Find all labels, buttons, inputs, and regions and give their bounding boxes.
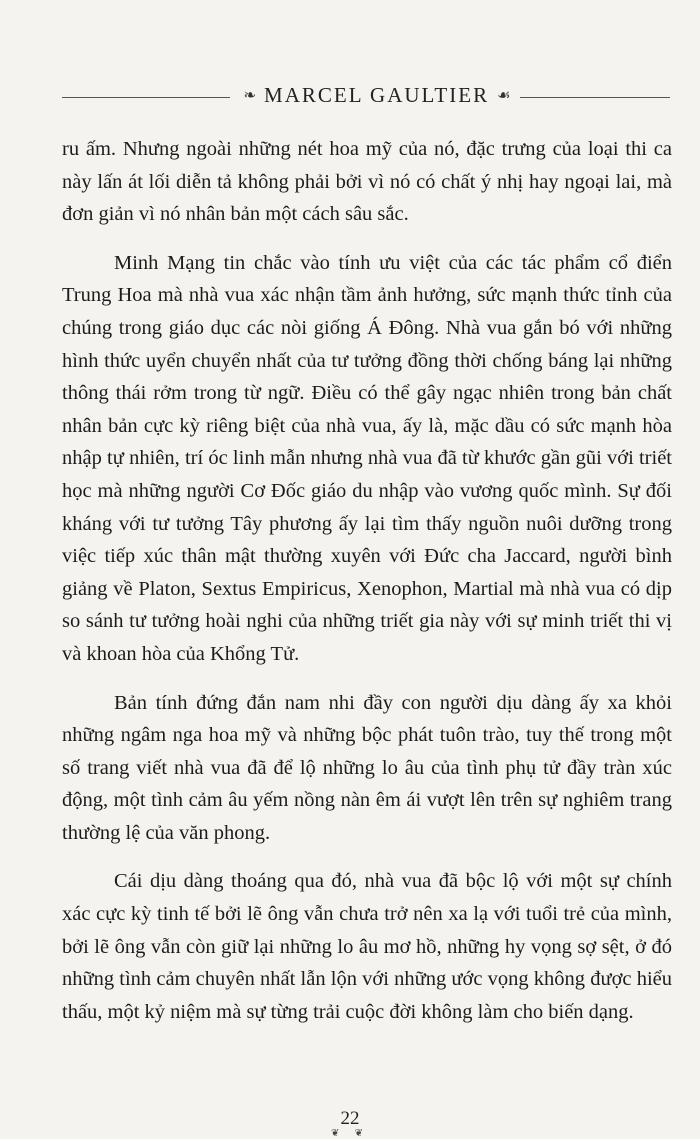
paragraph-2: Minh Mạng tin chắc vào tính ưu việt của các tác phẩm cổ điển Trung Hoa mà nhà vua xác nhận tầm ảnh hưởng, sức mạnh thức tỉnh của chúng trong giáo dục các nòi giống Á Đông. Nhà vua gắn bó với những hình thức uyển chuyển nhất của tư tưởng đồng thời chống báng lại những thông thái rởm trong từ ngữ. Điều có thể gây ngạc nhiên trong bản chất nhân bản cực kỳ riêng biệt của nhà vua, ấy là, mặc dầu có sức mạnh hòa nhập tự nhiên, trí óc linh mẫn nhưng nhà vua đã từ khước gần gũi với triết học mà những người Cơ Đốc giáo du nhập vào vương quốc mình. Sự đối kháng với tư tưởng Tây phương ấy lại tìm thấy nguồn nuôi dưỡng trong việc tiếp xúc thân mật thường xuyên với Đức cha Jaccard, người bình giảng về Platon, Sextus Empiricus, Xenophon, Martial mà nhà vua có dịp so sánh tư tưởng hoài nghi của những triết gia này với sự minh triết thi vị và khoan hòa của Khổng Tử. bbox=[62, 251, 672, 665]
header-title-group bbox=[234, 80, 520, 110]
body-text bbox=[62, 133, 672, 1044]
header-rule-right bbox=[520, 97, 670, 98]
paragraph-4: Cái dịu dàng thoáng qua đó, nhà vua đã bộc lộ với một sự chính xác cực kỳ tinh tế bởi lẽ ông vẫn chưa trở nên xa lạ với tuổi trẻ của mình, bởi lẽ ông vẫn còn giữ lại những lo âu mơ hồ, những hy vọng sợ sệt, ở đó những tình cảm chuyên nhất lẫn lộn với những ước vọng không được hiểu thấu, một kỷ niệm mà sự từng trải cuộc đời không làm cho biến dạng. bbox=[62, 870, 672, 1023]
header-ornament-left-icon: ❧ bbox=[243, 85, 257, 104]
footer-ornament-icon: ❦ ❦ bbox=[331, 1128, 369, 1139]
page-number: 22 bbox=[340, 1108, 360, 1129]
paragraph-1: ru ấm. Nhưng ngoài những nét hoa mỹ của nó, đặc trưng của loại thi ca này lấn át lối diễn tả không phải bởi vì nó có chất ý nhị hay ngoại lai, mà đơn giản vì nó nhân bản một cách sâu sắc. bbox=[62, 138, 672, 226]
header-ornament-right-icon: ☙ bbox=[497, 85, 511, 104]
paragraph-3: Bản tính đứng đắn nam nhi đầy con người dịu dàng ấy xa khỏi những ngâm nga hoa mỹ và những bộc phát tuôn trào, tuy thế trong một số trang viết nhà vua đã để lộ những lo âu của tình phụ tử đầy tràn xúc động, một tình cảm âu yếm nồng nàn êm ái vượt lên trên sự nghiêm trang thường lệ của văn phong. bbox=[62, 691, 672, 844]
running-header bbox=[62, 80, 670, 110]
author-title: MARCEL GAULTIER bbox=[264, 82, 490, 107]
header-rule-left bbox=[62, 97, 230, 98]
